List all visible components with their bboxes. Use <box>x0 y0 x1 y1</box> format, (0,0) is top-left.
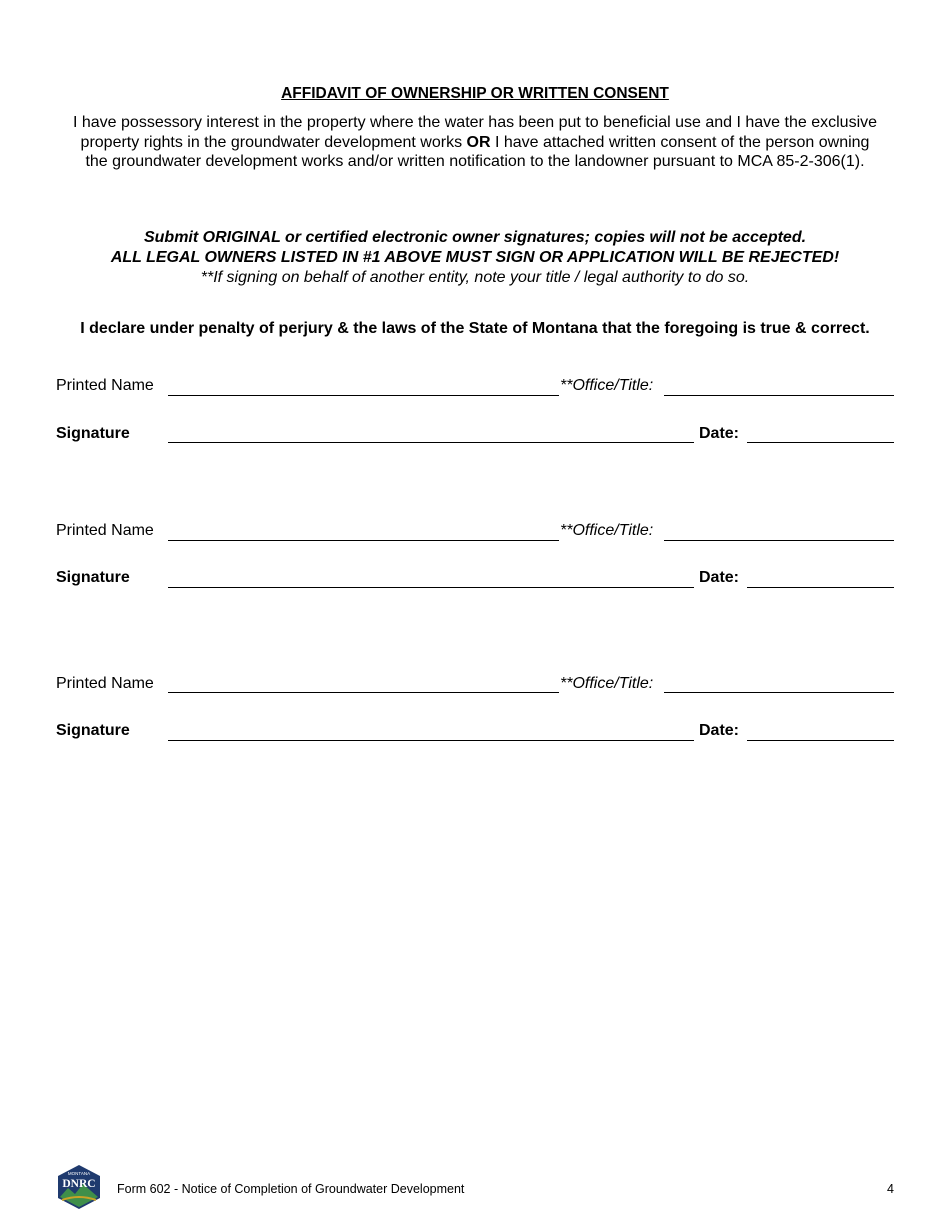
notice-signing-on-behalf: **If signing on behalf of another entity, note your title / legal authority to do so. <box>200 269 750 286</box>
office-title-field[interactable] <box>664 540 894 541</box>
dnrc-logo-graphic <box>56 1164 102 1210</box>
affidavit-title: AFFIDAVIT OF OWNERSHIP OR WRITTEN CONSENT <box>281 85 669 102</box>
date-label: Date: <box>699 722 740 739</box>
office-title-field[interactable] <box>664 395 894 396</box>
signature-label: Signature <box>56 722 130 739</box>
printed-name-label: Printed Name <box>56 675 154 692</box>
office-title-label: **Office/Title: <box>560 675 654 692</box>
date-field[interactable] <box>747 587 894 588</box>
affidavit-text-part-2: I have attached written consent of the person owning the groundwater development works and/or written notification to the landowner pursuant to MCA 85-2-306(1). <box>85 133 870 170</box>
affidavit-text-part-1: I have possessory interest in the property where the water has been put to beneficial use and I have the exclusive property rights in the groundwater development works <box>72 114 878 151</box>
signature-field[interactable] <box>168 442 694 443</box>
printed-name-field[interactable] <box>168 692 559 693</box>
date-label: Date: <box>699 425 740 442</box>
printed-name-field[interactable] <box>168 395 559 396</box>
office-title-label: **Office/Title: <box>560 377 654 394</box>
dnrc-logo <box>56 1164 102 1210</box>
page-number: 4 <box>887 1182 894 1196</box>
signature-label: Signature <box>56 569 130 586</box>
logo-text: DNRC <box>62 1178 96 1190</box>
affidavit-or: OR <box>466 133 491 151</box>
office-title-label: **Office/Title: <box>560 522 654 539</box>
printed-name-label: Printed Name <box>56 377 154 394</box>
signature-label: Signature <box>56 425 130 442</box>
notice-all-owners-must-sign: ALL LEGAL OWNERS LISTED IN #1 ABOVE MUST SIGN OR APPLICATION WILL BE REJECTED! <box>110 249 840 266</box>
declaration-statement: I declare under penalty of perjury & the laws of the State of Montana that the foregoing is true & correct. <box>80 320 870 337</box>
logo-small-text: MONTANA <box>67 1171 91 1176</box>
affidavit-paragraph <box>70 113 880 172</box>
printed-name-field[interactable] <box>168 540 559 541</box>
date-field[interactable] <box>747 442 894 443</box>
signature-field[interactable] <box>168 740 694 741</box>
office-title-field[interactable] <box>664 692 894 693</box>
notice-original-signatures: Submit ORIGINAL or certified electronic owner signatures; copies will not be accepted. <box>143 229 807 246</box>
footer-form-name: Form 602 - Notice of Completion of Groundwater Development <box>117 1182 465 1196</box>
signature-field[interactable] <box>168 587 694 588</box>
date-field[interactable] <box>747 740 894 741</box>
date-label: Date: <box>699 569 740 586</box>
printed-name-label: Printed Name <box>56 522 154 539</box>
